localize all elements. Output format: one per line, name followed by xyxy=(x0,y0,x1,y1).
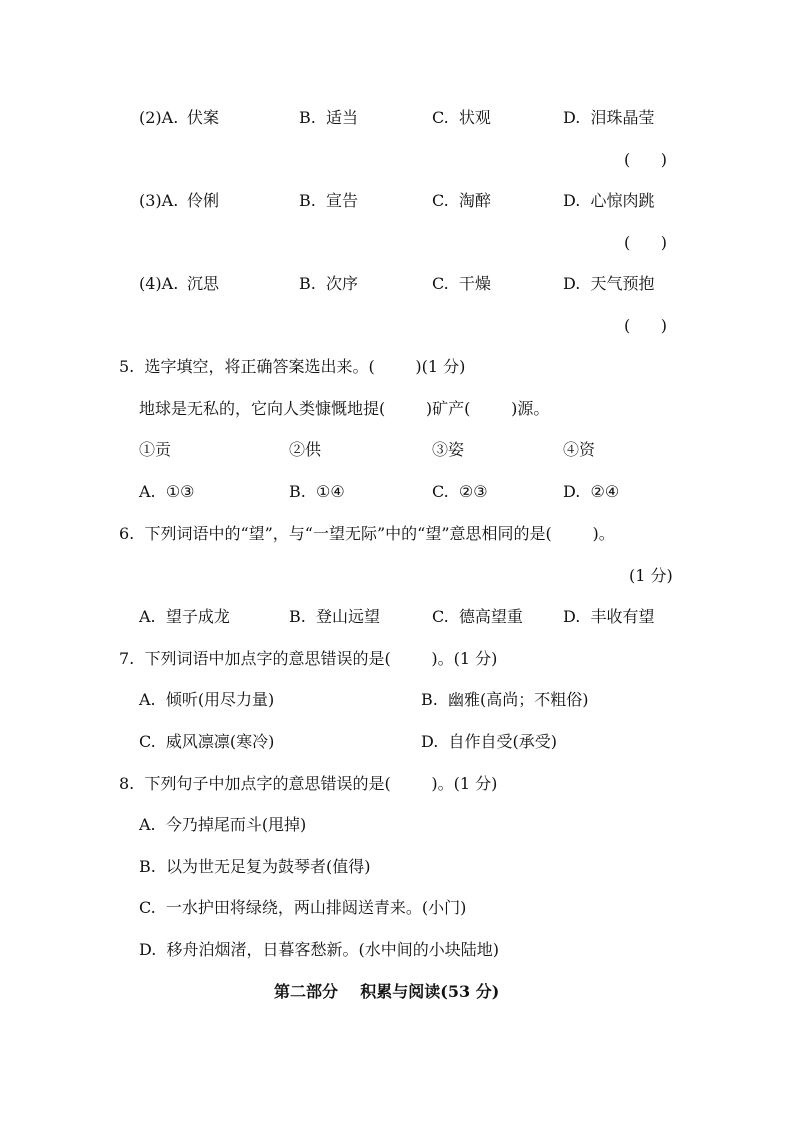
q7-option-c[interactable]: C. 威风凛凛(寒冷) xyxy=(139,732,275,751)
q4-row-2-option-a: 伏案 xyxy=(187,108,220,127)
q7-option-b[interactable]: B. 幽雅(高尚；不粗俗) xyxy=(421,690,589,709)
q8-option-d[interactable]: D. 移舟泊烟渚，日暮客愁新。(水中间的小块陆地) xyxy=(139,940,500,959)
q6-option-a[interactable]: A. 望子成龙 xyxy=(139,607,230,626)
q6-option-c[interactable]: C. 德高望重 xyxy=(432,607,523,626)
q4-row-4-option-a: 沉思 xyxy=(187,274,220,293)
q8-option-a[interactable]: A. 今乃掉尾而斗(甩掉) xyxy=(139,815,307,834)
section-2-heading: 第二部分 积累与阅读(53 分) xyxy=(274,982,500,1001)
q4-row-2-option-d: D. 泪珠晶莹 xyxy=(563,108,655,127)
q5-char-1: ①贡 xyxy=(139,440,172,459)
q4-row-4-option-c: C. 干燥 xyxy=(432,274,491,293)
q4-row-2-option-c: C. 状观 xyxy=(432,108,491,127)
q7-option-d[interactable]: D. 自作自受(承受) xyxy=(421,732,558,751)
q4-row-2-answer-blank[interactable]: ( ) xyxy=(624,150,667,169)
q5-option-d[interactable]: D. ②④ xyxy=(563,482,620,501)
q7-prompt: 7. 下列词语中加点字的意思错误的是( )。(1 分) xyxy=(119,649,498,668)
q5-char-2: ②供 xyxy=(289,440,322,459)
q5-char-4: ④资 xyxy=(563,440,596,459)
q8-prompt: 8. 下列句子中加点字的意思错误的是( )。(1 分) xyxy=(119,774,498,793)
q4-row-2-option-b: B. 适当 xyxy=(299,108,359,127)
q4-row-3-option-a: 伶俐 xyxy=(187,191,220,210)
q4-row-4-label: (4)A. xyxy=(139,274,179,293)
q4-row-4-answer-blank[interactable]: ( ) xyxy=(624,316,667,335)
q8-option-b[interactable]: B. 以为世无足复为鼓琴者(值得) xyxy=(139,857,371,876)
q5-char-3: ③姿 xyxy=(432,440,465,459)
q4-row-3-label: (3)A. xyxy=(139,191,179,210)
q5-option-c[interactable]: C. ②③ xyxy=(432,482,488,501)
q6-option-b[interactable]: B. 登山远望 xyxy=(289,607,381,626)
q6-prompt: 6. 下列词语中的“望”，与“一望无际”中的“望”意思相同的是( )。 xyxy=(119,524,615,543)
q5-sentence: 地球是无私的，它向人类慷慨地提( )矿产( )源。 xyxy=(139,399,550,418)
q4-row-3-option-c: C. 淘醉 xyxy=(432,191,491,210)
q4-row-3-option-b: B. 宣告 xyxy=(299,191,359,210)
q5-option-b[interactable]: B. ①④ xyxy=(289,482,345,501)
q5-prompt: 5. 选字填空，将正确答案选出来。( )(1 分) xyxy=(119,357,466,376)
q6-option-d[interactable]: D. 丰收有望 xyxy=(563,607,655,626)
q4-row-3-answer-blank[interactable]: ( ) xyxy=(624,233,667,252)
q7-option-a[interactable]: A. 倾听(用尽力量) xyxy=(139,690,275,709)
q4-row-2-label: (2)A. xyxy=(139,108,179,127)
q4-row-4-option-d: D. 天气预抱 xyxy=(563,274,655,293)
q8-option-c[interactable]: C. 一水护田将绿绕，两山排闼送青来。(小门) xyxy=(139,898,467,917)
q6-score: (1 分) xyxy=(629,566,673,585)
q5-option-a[interactable]: A. ①③ xyxy=(139,482,195,501)
q4-row-3-option-d: D. 心惊肉跳 xyxy=(563,191,655,210)
q4-row-4-option-b: B. 次序 xyxy=(299,274,359,293)
